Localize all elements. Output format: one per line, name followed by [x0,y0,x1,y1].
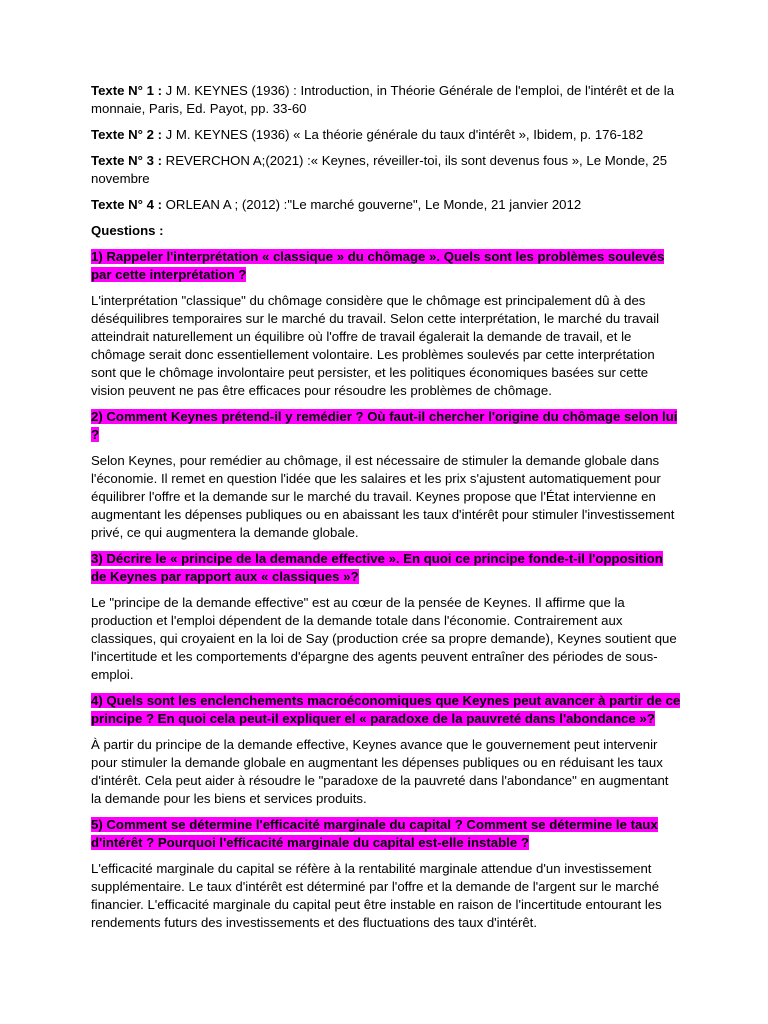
reference-2 [91,126,681,144]
reference-label: Texte N° 1 : [91,83,162,98]
answer-1: L'interprétation "classique" du chômage considère que le chômage est principalement dû à des déséquilibres temporaires sur le marché du travail. Selon cette interprétation, le marché du travail atteindrait naturellement un équilibre où l'offre de travail égalerait la demande de travail, et le chômage serait donc essentiellement volontaire. Les problèmes soulevés par cette interprétation sont que le chômage involontaire peut persister, et les politiques économiques basées sur cette vision peuvent ne pas être efficaces pour résoudre les problèmes de chômage. [91,293,660,398]
question-1 [91,248,681,284]
question-5 [91,816,681,852]
question-highlight: 3) Décrire le « principe de la demande effective ». En quoi ce principe fonde-t-il l'opposition de Keynes par rapport aux « classiques »? [91,551,663,584]
reference-label: Texte N° 3 : [91,153,162,168]
question-highlight: 5) Comment se détermine l'efficacité marginale du capital ? Comment se détermine le taux d'intérêt ? Pourquoi l'efficacité marginale du capital est-elle instable ? [91,817,658,850]
answer-5: L'efficacité marginale du capital se réfère à la rentabilité marginale attendue d'un investissement supplémentaire. Le taux d'intérêt est déterminé par l'offre et la demande de l'argent sur le marché financier. L'efficacité marginale du capital peut être instable en raison de l'incertitude entourant les rendements futurs des investissements et des fluctuations des taux d'intérêt. [91,861,662,930]
reference-text: J M. KEYNES (1936) « La théorie générale du taux d'intérêt », Ibidem, p. 176-182 [162,127,644,142]
answer-4: À partir du principe de la demande effective, Keynes avance que le gouvernement peut intervenir pour stimuler la demande globale en augmentant les dépenses publiques ou en réduisant les taux d'intérêt. Cela peut aider à résoudre le "paradoxe de la pauvreté dans l'abondance" en augmentant la demande pour les biens et services produits. [91,737,669,806]
answer-2: Selon Keynes, pour remédier au chômage, il est nécessaire de stimuler la demande globale dans l'économie. Il remet en question l'idée que les salaires et les prix s'ajustent automatiquement pour équilibrer l'offre et la demande sur le marché du travail. Keynes propose que l'État intervienne en augmentant les dépenses publiques ou en abaissant les taux d'intérêt pour stimuler l'investissement privé, ce qui augmentera la demande globale. [91,453,675,540]
answer-3: Le "principe de la demande effective" est au cœur de la pensée de Keynes. Il affirme que la production et l'emploi dépendent de la demande totale dans l'économie. Contrairement aux classiques, qui croyaient en la loi de Say (production crée sa propre demande), Keynes soutient que l'incertitude et les comportements d'épargne des agents peuvent entraîner des périodes de sous-emploi. [91,595,677,682]
reference-text: J M. KEYNES (1936) : Introduction, in Théorie Générale de l'emploi, de l'intérêt et de la monnaie, Paris, Ed. Payot, pp. 33-60 [91,83,675,116]
question-highlight: 2) Comment Keynes prétend-il y remédier ? Où faut-il chercher l'origine du chômage selon lui ? [91,409,678,442]
reference-label: Texte N° 4 : [91,197,162,212]
question-highlight: 1) Rappeler l'interprétation « classique » du chômage ». Quels sont les problèmes soulevés par cette interprétation ? [91,249,665,282]
reference-3 [91,152,681,188]
question-2 [91,408,681,444]
reference-text: REVERCHON A;(2021) :« Keynes, réveiller-toi, ils sont devenus fous », Le Monde, 25 novembre [91,153,668,186]
reference-label: Texte N° 2 : [91,127,162,142]
questions-heading: Questions : [91,223,164,238]
question-highlight: 4) Quels sont les enclenchements macroéconomiques que Keynes peut avancer à partir de ce principe ? En quoi cela peut-il expliquer el « paradoxe de la pauvreté dans l'abondance »? [91,693,681,726]
reference-4 [91,196,681,214]
reference-text: ORLEAN A ; (2012) :"Le marché gouverne", Le Monde, 21 janvier 2012 [162,197,582,212]
question-4 [91,692,681,728]
document-page [91,82,681,940]
question-3 [91,550,681,586]
reference-1 [91,82,681,118]
